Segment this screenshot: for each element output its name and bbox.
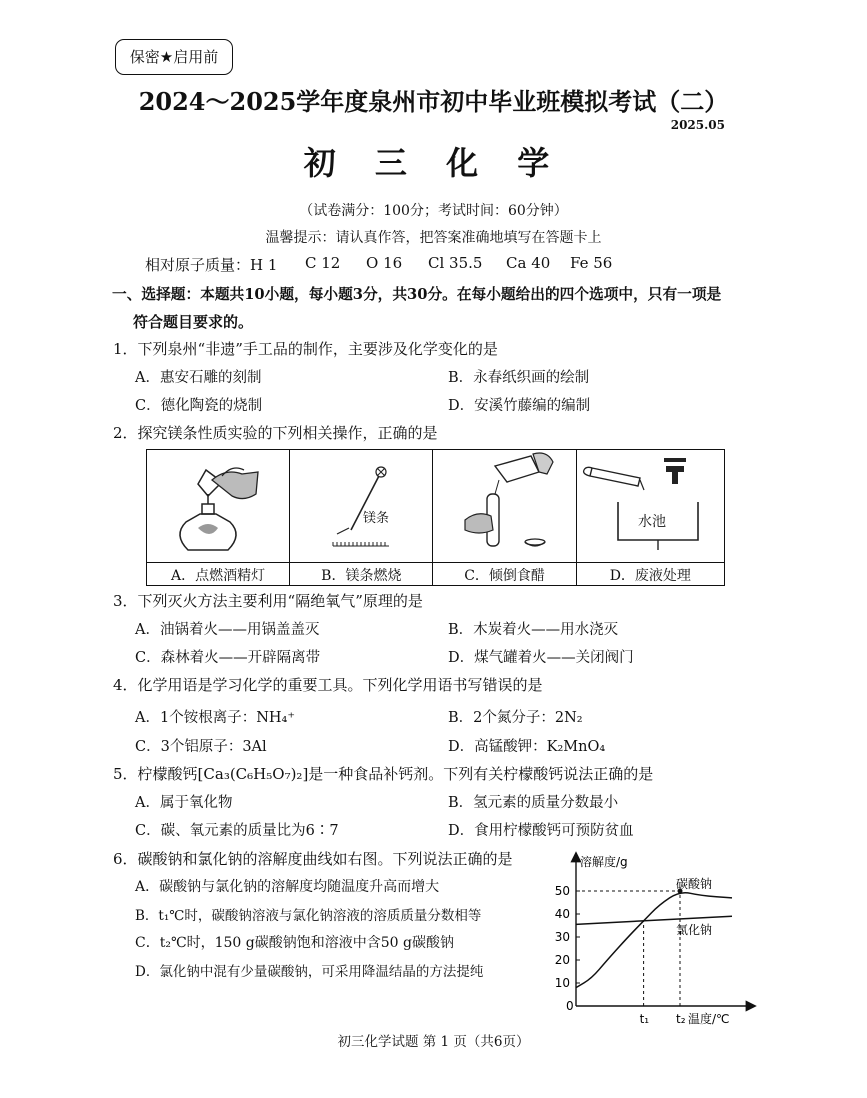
sodium-carbonate-label: 碳酸钠 <box>676 877 713 891</box>
guide-lines <box>576 891 680 1006</box>
question-3-option-c: C．森林着火——开辟隔离带 <box>135 650 321 666</box>
atomic-mass-fe: Fe 56 <box>570 254 613 272</box>
question-2-option-b: B．镁条燃烧 <box>290 563 433 586</box>
y-tick-label-50: 50 <box>554 884 570 898</box>
question-3-option-d: D．煤气罐着火——关闭阀门 <box>448 650 634 666</box>
waste-liquid-illustration <box>578 450 723 558</box>
x-tick-label-t2: t₂ <box>676 1012 686 1026</box>
exam-tip: 温馨提示：请认真作答，把答案准确地填写在答题卡上 <box>265 230 602 246</box>
exam-date: 2025.05 <box>670 118 725 132</box>
question-4-option-c: C．3个铝原子：3Al <box>135 739 267 755</box>
atomic-mass-h: 相对原子质量：H 1 <box>145 256 278 274</box>
question-2-stem: 2．探究镁条性质实验的下列相关操作，正确的是 <box>113 424 438 442</box>
question-3-option-a: A．油锅着火——用锅盖盖灭 <box>135 622 320 638</box>
question-2-option-a: A．点燃酒精灯 <box>147 563 290 586</box>
question-5-option-d: D．食用柠檬酸钙可预防贫血 <box>448 823 634 839</box>
question-1-option-d: D．安溪竹藤编的编制 <box>448 398 591 414</box>
y-axis-label: 溶解度/g <box>580 855 628 869</box>
question-2-option-d: D．废液处理 <box>576 563 724 586</box>
atomic-mass-cl: Cl 35.5 <box>428 254 483 272</box>
question-6-option-a: A．碳酸钠与氯化钠的溶解度均随温度升高而增大 <box>135 879 440 895</box>
question-3-stem: 3．下列灭火方法主要利用“隔绝氧气”原理的是 <box>113 592 423 610</box>
y-tick-label-30: 30 <box>554 930 570 944</box>
atomic-mass-c: C 12 <box>305 254 341 272</box>
question-6-stem: 6．碳酸钠和氯化钠的溶解度曲线如右图。下列说法正确的是 <box>113 850 513 868</box>
exam-info: （试卷满分：100分；考试时间：60分钟） <box>299 203 568 219</box>
confidential-stamp: 保密★启用前 <box>115 39 233 75</box>
question-5-option-c: C．碳、氧元素的质量比为6∶7 <box>135 823 339 839</box>
question-4-stem: 4．化学用语是学习化学的重要工具。下列化学用语书写错误的是 <box>113 676 543 694</box>
question-6-option-d: D．氯化钠中混有少量碳酸钠，可采用降温结晶的方法提纯 <box>135 964 484 980</box>
question-5-stem: 5．柠檬酸钙[Ca₃(C₆H₅O₇)₂]是一种食品补钙剂。下列有关柠檬酸钙说法正确的是 <box>113 765 654 783</box>
mg-strip-label: 镁条 <box>363 511 390 526</box>
atomic-mass-ca: Ca 40 <box>506 254 551 272</box>
series-labels <box>676 876 712 937</box>
question-6-option-c: C．t₂℃时，150 g碳酸钠饱和溶液中含50 g碳酸钠 <box>135 935 454 951</box>
alcohol-lamp-illustration <box>148 450 288 558</box>
section-heading-cont: 符合题目要求的。 <box>133 313 254 331</box>
question-1-stem: 1．下列泉州“非遗”手工品的制作，主要涉及化学变化的是 <box>113 340 498 358</box>
apparatus-table <box>146 449 725 586</box>
x-axis-label: 温度/℃ <box>688 1012 730 1026</box>
y-tick-label-40: 40 <box>554 907 570 921</box>
question-5-option-b: B．氢元素的质量分数最小 <box>448 795 619 811</box>
pouring-illustration <box>435 450 575 558</box>
solubility-chart <box>540 848 760 1028</box>
question-3-option-b: B．木炭着火——用水浇灭 <box>448 622 619 638</box>
figure-d-waste-disposal <box>576 450 724 563</box>
question-6-option-b: B．t₁℃时，碳酸钠溶液与氯化钠溶液的溶质质量分数相等 <box>135 908 482 924</box>
series-sodium-carbonate-line <box>576 893 732 988</box>
figure-b-burn-mg <box>290 450 433 563</box>
magnesium-burning-illustration <box>291 450 431 558</box>
water-pool-label: 水池 <box>637 514 666 530</box>
question-4-option-d: D．高锰酸钾：K₂MnO₄ <box>448 739 606 755</box>
question-5-option-a: A．属于氧化物 <box>135 795 233 811</box>
x-ticks <box>640 1012 686 1026</box>
subject-title: 初 三 化 学 <box>303 144 564 182</box>
question-1-option-c: C．德化陶瓷的烧制 <box>135 398 263 414</box>
exam-title: 2024～2025学年度泉州市初中毕业班模拟考试（二） <box>138 87 729 116</box>
y-tick-label-20: 20 <box>554 953 570 967</box>
sodium-chloride-label: 氯化钠 <box>676 923 713 937</box>
question-2-option-c: C．倾倒食醋 <box>433 563 576 586</box>
question-1-option-b: B．永春纸织画的绘制 <box>448 370 590 386</box>
series-lines <box>576 889 732 988</box>
origin-label: 0 <box>566 999 574 1013</box>
figure-a-light-lamp <box>147 450 290 563</box>
question-1-option-a: A．惠安石雕的刻制 <box>135 370 262 386</box>
atomic-mass-o: O 16 <box>366 254 403 272</box>
section-heading: 一、选择题：本题共10小题，每小题3分，共30分。在每小题给出的四个选项中，只有一项是 <box>112 286 722 303</box>
y-tick-label-10: 10 <box>554 976 570 990</box>
figure-c-pour-vinegar <box>433 450 576 563</box>
question-4-option-b: B．2个氮分子：2N₂ <box>448 710 583 726</box>
x-tick-label-t1: t₁ <box>639 1012 650 1026</box>
question-4-option-a: A．1个铵根离子：NH₄⁺ <box>135 710 295 726</box>
page-footer: 初三化学试题 第 1 页（共6页） <box>337 1034 530 1050</box>
